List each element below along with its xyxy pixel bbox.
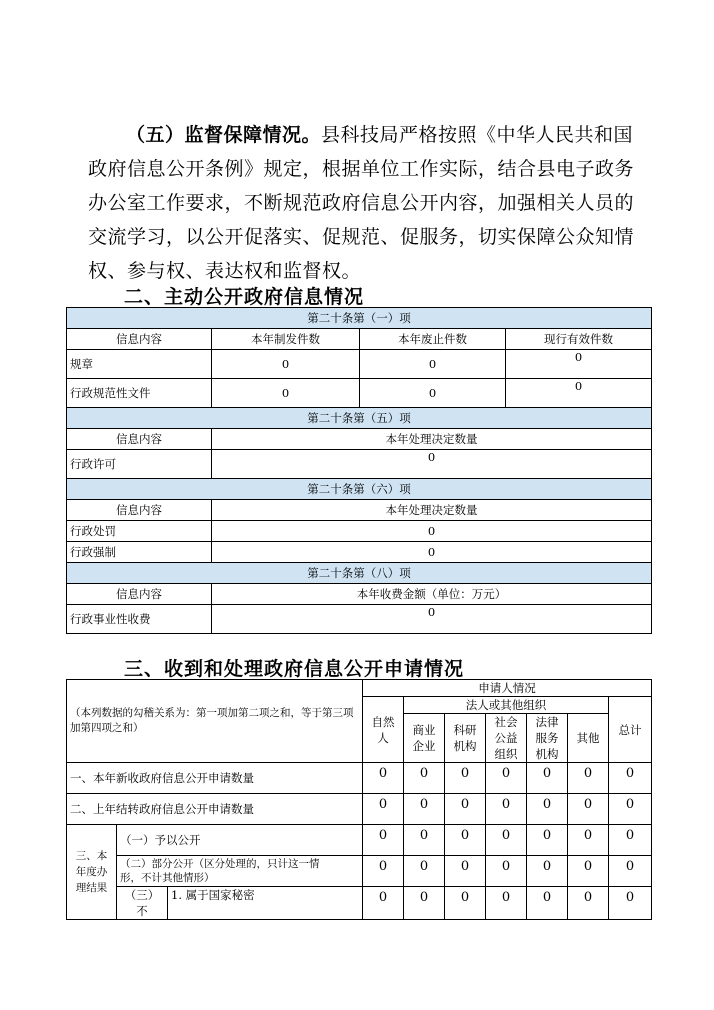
social-header: 社会 公益 组织 xyxy=(486,714,527,763)
section-heading-3: 三、收到和处理政府信息公开申请情况 xyxy=(124,658,465,680)
cell-value: 0 xyxy=(404,887,445,920)
section-title: 第二十条第（八）项 xyxy=(67,563,652,584)
paragraph-lead: （五）监督保障情况。 xyxy=(126,124,322,146)
relation-note: （本列数据的勾稽关系为：第一项加第二项之和，等于第三项加第四项之和） xyxy=(67,680,363,763)
header-row xyxy=(67,584,652,605)
header-cell: 本年处理决定数量 xyxy=(212,429,652,450)
header-row xyxy=(67,329,652,350)
proactive-disclosure-table xyxy=(66,307,652,634)
result-group-label: 三、本 年度办 理结果 xyxy=(67,825,117,920)
cell-value: 0 xyxy=(568,825,609,856)
cell-value: 0 xyxy=(363,887,404,920)
row-label: （二）部分公开（区分处理的，只计这一情 形，不计其他情形） xyxy=(117,856,363,887)
cell-value: 0 xyxy=(360,350,506,379)
cell-value: 0 xyxy=(445,763,486,794)
row-label: 行政事业性收费 xyxy=(67,605,212,634)
header-cell: 信息内容 xyxy=(67,584,212,605)
table-row xyxy=(67,605,652,634)
other-header: 其他 xyxy=(568,714,609,763)
law-service-header: 法律 服务 机构 xyxy=(527,714,568,763)
cell-value: 0 xyxy=(212,521,652,542)
paragraph-line3: 办公室工作要求，不断规范政府信息公开内容，加强相关人员的 xyxy=(88,192,635,214)
cell-value: 0 xyxy=(486,887,527,920)
cell-value: 0 xyxy=(486,856,527,887)
table-row xyxy=(67,887,652,920)
cell-value: 0 xyxy=(568,856,609,887)
table-row xyxy=(67,521,652,542)
paragraph-line5: 权、参与权、表达权和监督权。 xyxy=(88,260,362,282)
section-row xyxy=(67,308,652,329)
cell-value: 0 xyxy=(527,856,568,887)
cell-value: 0 xyxy=(404,825,445,856)
natural-person-header: 自然 人 xyxy=(363,697,404,763)
header-row xyxy=(67,680,652,697)
header-row xyxy=(67,429,652,450)
cell-value: 0 xyxy=(609,763,652,794)
table-row xyxy=(67,350,652,379)
cell-value: 0 xyxy=(609,887,652,920)
cell-value: 0 xyxy=(363,794,404,825)
header-row xyxy=(67,500,652,521)
header-cell: 信息内容 xyxy=(67,329,212,350)
section-title: 第二十条第（五）项 xyxy=(67,408,652,429)
cell-value: 0 xyxy=(568,887,609,920)
cell-value: 0 xyxy=(568,794,609,825)
research-header: 科研 机构 xyxy=(445,714,486,763)
cell-value: 0 xyxy=(404,763,445,794)
cell-value: 0 xyxy=(445,856,486,887)
cell-value: 0 xyxy=(363,763,404,794)
cell-value: 0 xyxy=(527,887,568,920)
cell-value: 0 xyxy=(212,450,652,479)
row-label: 规章 xyxy=(67,350,212,379)
cell-value: 0 xyxy=(404,856,445,887)
application-handling-table xyxy=(66,679,652,920)
applicant-header: 申请人情况 xyxy=(363,680,652,697)
section-title: 第二十条第（一）项 xyxy=(67,308,652,329)
cell-value: 0 xyxy=(212,605,652,634)
cell-value: 0 xyxy=(360,379,506,408)
paragraph-line4: 交流学习，以公开促落实、促规范、促服务，切实保障公众知情 xyxy=(88,226,635,248)
row-label: 行政处罚 xyxy=(67,521,212,542)
cell-value: 0 xyxy=(445,825,486,856)
supervision-paragraph xyxy=(88,118,648,288)
cell-value: 0 xyxy=(486,794,527,825)
row-label: 行政许可 xyxy=(67,450,212,479)
cell-value: 0 xyxy=(609,856,652,887)
cell-value: 0 xyxy=(506,350,652,379)
cell-value: 0 xyxy=(609,794,652,825)
cell-value: 0 xyxy=(363,825,404,856)
row-label: 一、本年新收政府信息公开申请数量 xyxy=(67,763,363,794)
section-row xyxy=(67,563,652,584)
header-cell: 本年废止件数 xyxy=(360,329,506,350)
table-row xyxy=(67,856,652,887)
header-cell: 信息内容 xyxy=(67,500,212,521)
row-label: 行政规范性文件 xyxy=(67,379,212,408)
section-heading-2: 二、主动公开政府信息情况 xyxy=(124,286,365,308)
cell-value: 0 xyxy=(609,825,652,856)
paragraph-line2: 政府信息公开条例》规定，根据单位工作实际，结合县电子政务 xyxy=(88,158,635,180)
section-row xyxy=(67,408,652,429)
cell-value: 0 xyxy=(212,350,360,379)
table-row xyxy=(67,825,652,856)
cell-value: 0 xyxy=(527,763,568,794)
header-cell: 本年处理决定数量 xyxy=(212,500,652,521)
cell-value: 0 xyxy=(445,887,486,920)
table-row xyxy=(67,794,652,825)
row-sublabel: 1. 属于国家秘密 xyxy=(168,887,363,920)
total-header: 总计 xyxy=(609,697,652,763)
header-cell: 信息内容 xyxy=(67,429,212,450)
cell-value: 0 xyxy=(486,763,527,794)
header-cell: 本年收费金额（单位：万元） xyxy=(212,584,652,605)
cell-value: 0 xyxy=(568,763,609,794)
table-row xyxy=(67,542,652,563)
header-cell: 本年制发件数 xyxy=(212,329,360,350)
cell-value: 0 xyxy=(527,794,568,825)
cell-value: 0 xyxy=(212,542,652,563)
section-title: 第二十条第（六）项 xyxy=(67,479,652,500)
row-label: （三）不 xyxy=(117,887,168,920)
section-row xyxy=(67,479,652,500)
commercial-header: 商业 企业 xyxy=(404,714,445,763)
legal-entity-header: 法人或其他组织 xyxy=(404,697,609,714)
row-label: （一）予以公开 xyxy=(117,825,363,856)
row-label: 行政强制 xyxy=(67,542,212,563)
table-row xyxy=(67,763,652,794)
cell-value: 0 xyxy=(404,794,445,825)
cell-value: 0 xyxy=(212,379,360,408)
cell-value: 0 xyxy=(527,825,568,856)
header-cell: 现行有效件数 xyxy=(506,329,652,350)
cell-value: 0 xyxy=(506,379,652,408)
table-row xyxy=(67,379,652,408)
row-label: 二、上年结转政府信息公开申请数量 xyxy=(67,794,363,825)
cell-value: 0 xyxy=(363,856,404,887)
table-row xyxy=(67,450,652,479)
cell-value: 0 xyxy=(445,794,486,825)
cell-value: 0 xyxy=(486,825,527,856)
paragraph-line1: 县科技局严格按照《中华人民共和国 xyxy=(321,124,634,146)
